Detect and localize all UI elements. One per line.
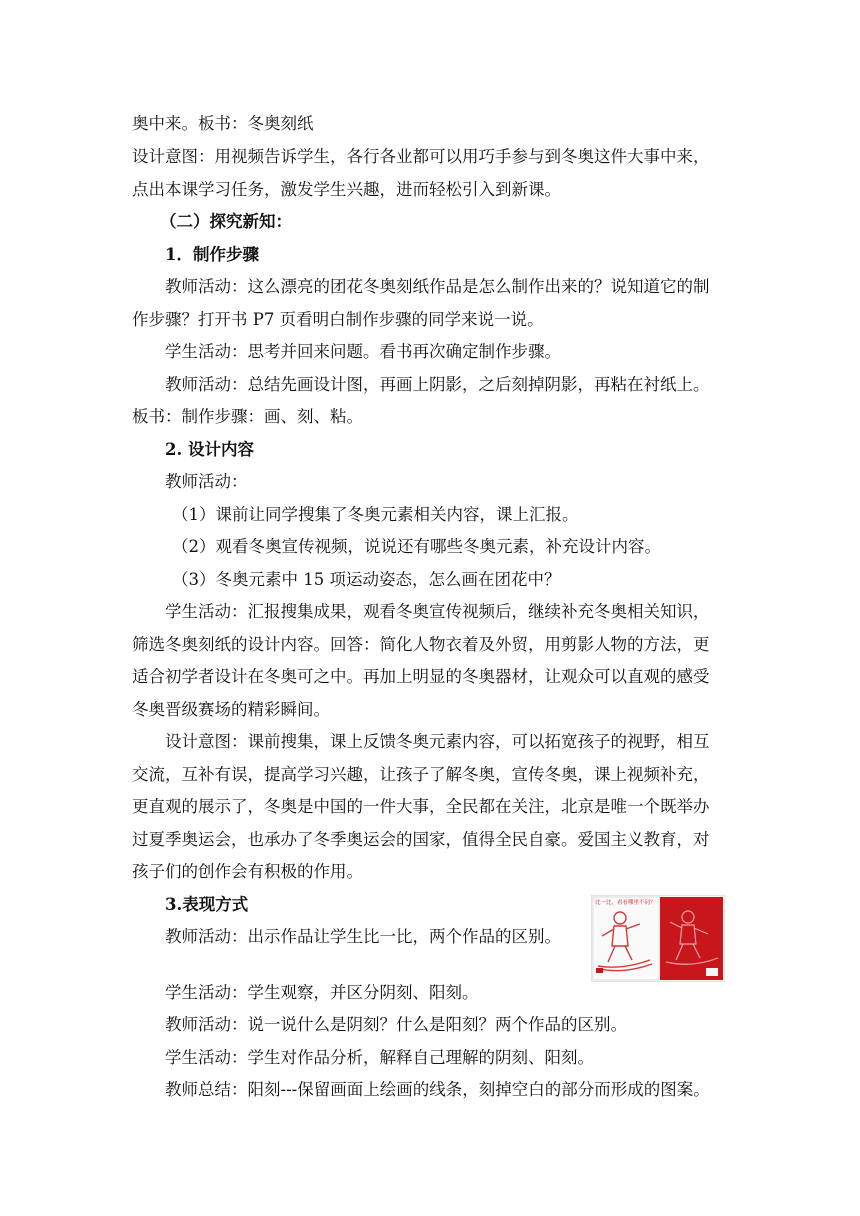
text-line: 学生活动：思考并回来问题。看书再次确定制作步骤。 [165, 342, 561, 361]
text-line: 过夏季奥运会，也承办了冬季奥运会的国家，值得全民自豪。爱国主义教育，对 [132, 830, 710, 849]
section-heading: （二）探究新知： [160, 212, 292, 231]
text-line: 冬奥晋级赛场的精彩瞬间。 [132, 700, 330, 719]
text-line: 教师活动： [165, 472, 248, 491]
text-line: 交流，互补有误，提高学习兴趣，让孩子了解冬奥，宣传冬奥，课上视频补充， [132, 765, 710, 784]
text-line: 学生活动：学生观察，并区分阴刻、阳刻。 [165, 983, 479, 1002]
subsection-heading: 2. 设计内容 [165, 440, 254, 459]
text-line: 筛选冬奥刻纸的设计内容。回答：简化人物衣着及外贸，用剪影人物的方法，更 [132, 635, 710, 654]
text-line: 设计意图：用视频告诉学生，各行各业都可以用巧手参与到冬奥这件大事中来， [132, 147, 710, 166]
text-line: 学生活动：汇报搜集成果，观看冬奥宣传视频后，继续补充冬奥相关知识， [165, 602, 710, 621]
papercut-comparison-image [591, 895, 725, 982]
figure-caption: 比一比，看看哪里不同？ [595, 900, 656, 906]
text-line: 教师活动：出示作品让学生比一比，两个作品的区别。 [165, 927, 561, 946]
text-line: 板书：制作步骤：画、刻、粘。 [132, 407, 363, 426]
text-line: 孩子们的创作会有积极的作用。 [132, 862, 363, 881]
text-line: 教师总结：阳刻---保留画面上绘画的线条，刻掉空白的部分而形成的图案。 [165, 1080, 710, 1099]
subsection-heading: 1．制作步骤 [165, 245, 259, 264]
list-item: （2）观看冬奥宣传视频，说说还有哪些冬奥元素，补充设计内容。 [172, 537, 661, 556]
text-line: 作步骤？打开书 P7 页看明白制作步骤的同学来说一说。 [132, 310, 544, 329]
subsection-heading: 3.表现方式 [165, 895, 249, 914]
text-line: 教师活动：总结先画设计图，再画上阴影，之后刻掉阴影，再粘在衬纸上。 [165, 375, 710, 394]
text-line: 更直观的展示了，冬奥是中国的一件大事，全民都在关注，北京是唯一个既举办 [132, 797, 710, 816]
text-line: 适合初学者设计在冬奥可之中。再加上明显的冬奥器材，让观众可以直观的感受 [132, 667, 710, 686]
list-item: （1）课前让同学搜集了冬奥元素相关内容，课上汇报。 [172, 505, 579, 524]
text-line: 点出本课学习任务，激发学生兴趣，进而轻松引入到新课。 [132, 180, 561, 199]
papercut-comparison-graphic [592, 896, 724, 981]
list-item: （3）冬奥元素中 15 项运动姿态，怎么画在团花中？ [172, 570, 561, 589]
text-line: 设计意图：课前搜集，课上反馈冬奥元素内容，可以拓宽孩子的视野，相互 [165, 732, 710, 751]
text-line: 奥中来。板书：冬奥刻纸 [132, 114, 314, 133]
text-line: 学生活动：学生对作品分析，解释自己理解的阴刻、阳刻。 [165, 1048, 594, 1067]
text-line: 教师活动：这么漂亮的团花冬奥刻纸作品是怎么制作出来的？说知道它的制 [165, 277, 710, 296]
text-line: 教师活动：说一说什么是阴刻？什么是阳刻？两个作品的区别。 [165, 1015, 627, 1034]
